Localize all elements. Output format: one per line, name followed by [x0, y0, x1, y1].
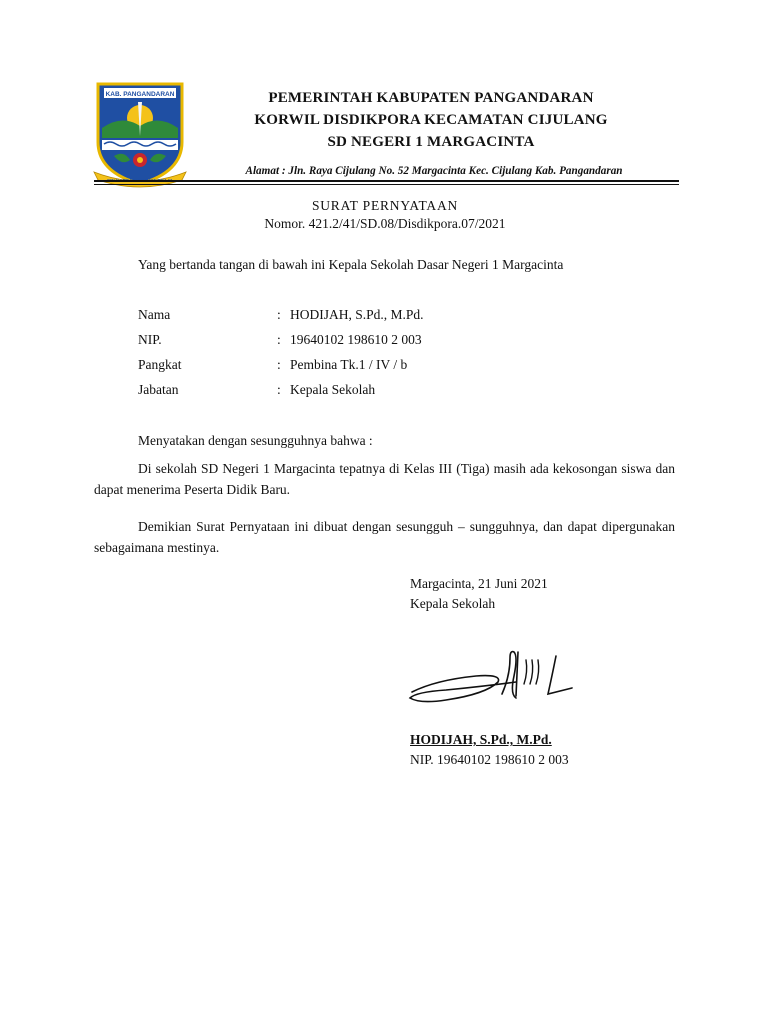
statement-paragraph: Di sekolah SD Negeri 1 Margacinta tepatnya di Kelas III (Tiga) masih ada kekosongan siswa dan dapat menerima Peserta Didik Baru.: [94, 461, 675, 497]
document-title: SURAT PERNYATAAN: [311, 198, 459, 213]
regency-emblem-icon: [92, 80, 188, 188]
identity-value: 19640102 198610 2 003: [290, 332, 422, 347]
identity-label: Nama: [138, 307, 171, 322]
identity-value: Pembina Tk.1 / IV / b: [290, 357, 408, 372]
letterhead-divider-thin: [94, 184, 679, 185]
school-address: Alamat : Jln. Raya Cijulang No. 52 Margacinta Kec. Cijulang Kab. Pangandaran: [245, 165, 623, 177]
declaration-text: Menyatakan dengan sesungguhnya bahwa :: [138, 433, 373, 448]
identity-value: Kepala Sekolah: [290, 382, 376, 397]
signer-position: Kepala Sekolah: [410, 596, 496, 611]
identity-colon: :: [277, 382, 281, 397]
handwritten-signature: [406, 646, 582, 710]
office-name: KORWIL DISDIKPORA KECAMATAN CIJULANG: [254, 112, 608, 128]
intro-text: Yang bertanda tangan di bawah ini Kepala Sekolah Dasar Negeri 1 Margacinta: [138, 257, 564, 272]
school-name: SD NEGERI 1 MARGACINTA: [327, 134, 535, 150]
identity-value: HODIJAH, S.Pd., M.Pd.: [290, 307, 424, 322]
identity-colon: :: [277, 307, 281, 322]
signer-block: [410, 730, 670, 770]
identity-table: [138, 307, 618, 407]
signature-block: [410, 574, 670, 614]
signer-name: HODIJAH, S.Pd., M.Pd.: [410, 732, 552, 747]
identity-label: NIP.: [138, 332, 162, 347]
identity-colon: :: [277, 357, 281, 372]
identity-label: Pangkat: [138, 357, 182, 372]
identity-row-position: [138, 382, 618, 407]
signer-nip: NIP. 19640102 198610 2 003: [410, 752, 569, 767]
place-date: Margacinta, 21 Juni 2021: [410, 576, 548, 591]
government-name: PEMERINTAH KABUPATEN PANGANDARAN: [268, 90, 594, 106]
identity-label: Jabatan: [138, 382, 179, 397]
letterhead-divider-thick: [94, 180, 679, 182]
identity-row-name: [138, 307, 618, 332]
identity-row-nip: [138, 332, 618, 357]
document-number: Nomor. 421.2/41/SD.08/Disdikpora.07/2021: [264, 216, 506, 231]
closing-paragraph: Demikian Surat Pernyataan ini dibuat dengan sesungguh – sungguhnya, dan dapat dipergunakan sebagaimana mestinya.: [94, 519, 675, 555]
letterhead: [200, 87, 662, 153]
logo-text: KAB. PANGANDARAN: [105, 91, 175, 98]
identity-colon: :: [277, 332, 281, 347]
identity-row-rank: [138, 357, 618, 382]
